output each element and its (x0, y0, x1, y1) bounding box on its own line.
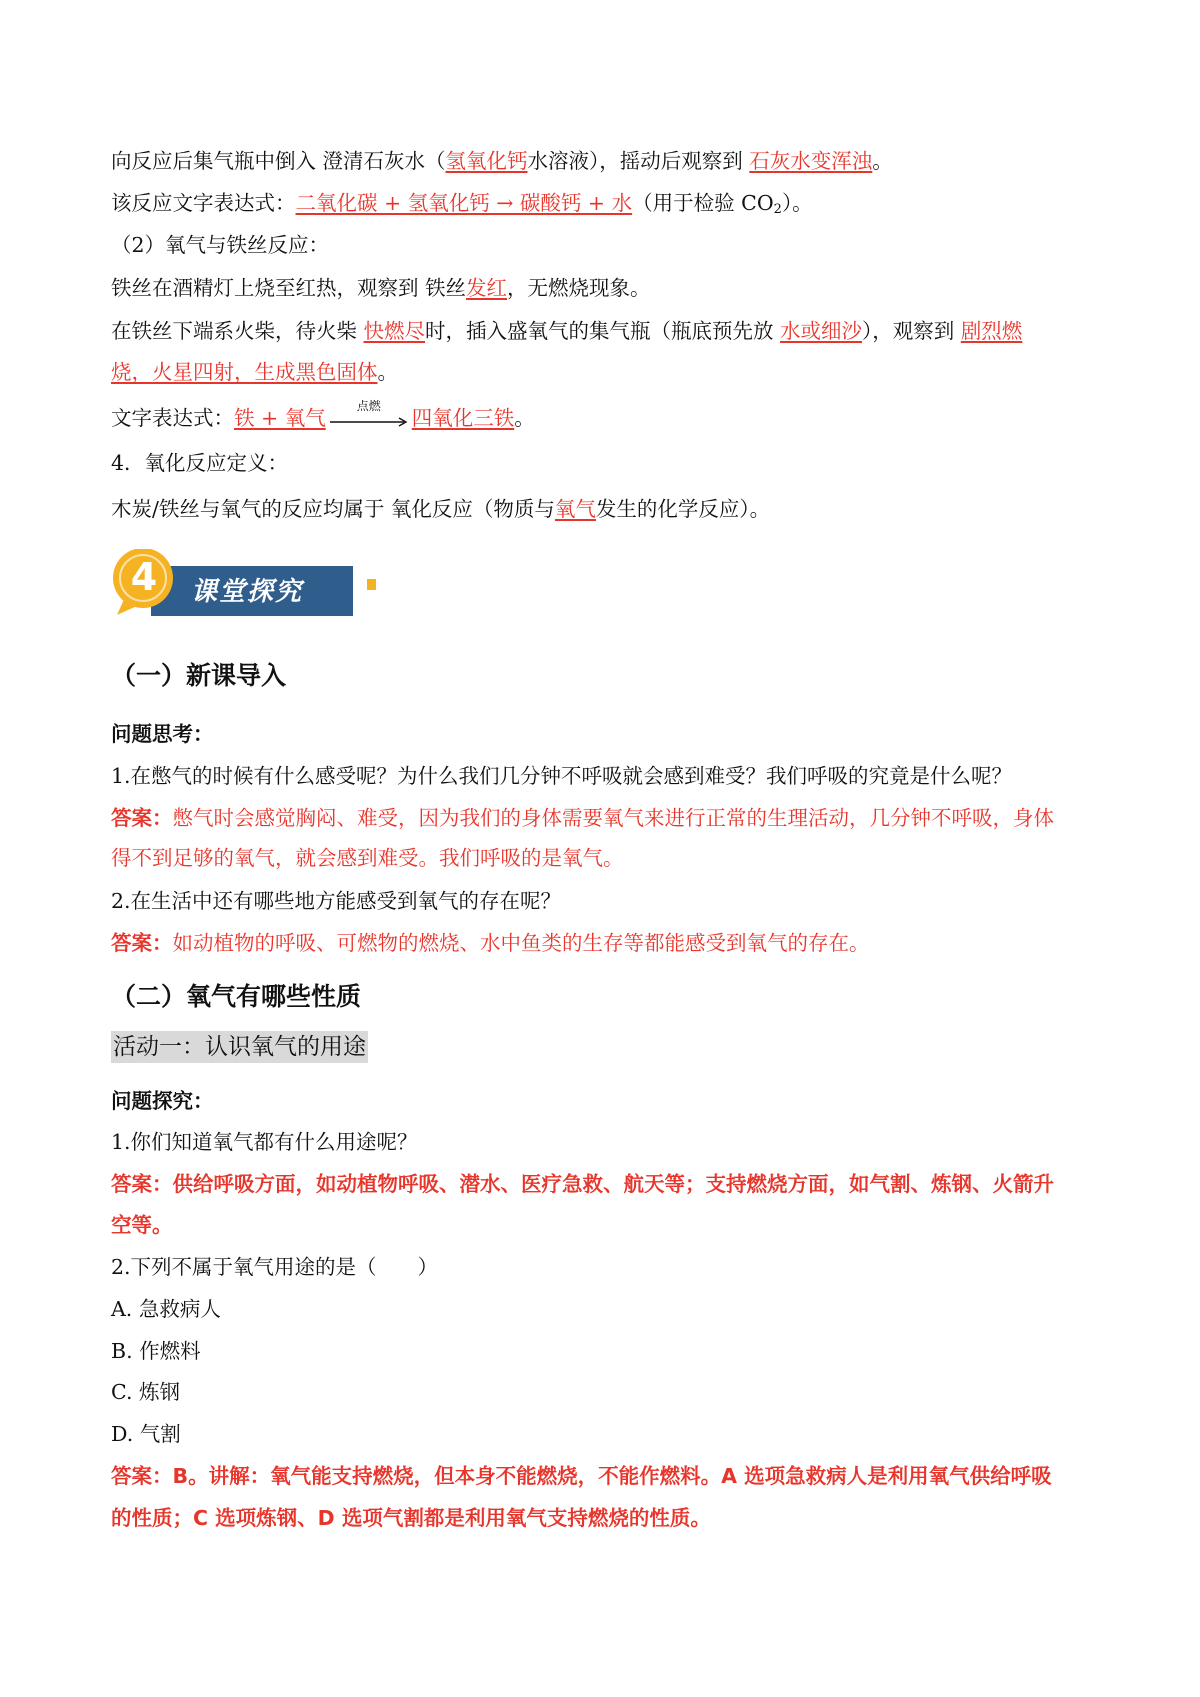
answer-blank: 二氧化碳 + 氢氧化钙 → 碳酸钙 + 水 (295, 191, 633, 215)
answer-text: 如动植物的呼吸、可燃物的燃烧、水中鱼类的生存等都能感受到氧气的存在。 (172, 931, 870, 955)
text: 。 (872, 149, 893, 173)
text: 发生的化学反应）。 (595, 497, 771, 521)
reaction-arrow (328, 398, 410, 433)
text: （用于检验 CO (632, 191, 774, 215)
activity-title: 活动一：认识氧气的用途 (111, 1031, 368, 1063)
answer-uses-line2: 空等。 (111, 1213, 173, 1237)
text: 。 (514, 406, 535, 430)
text: ），观察到 (862, 319, 961, 343)
answer-blank: 水或细沙 (780, 319, 863, 343)
option-b: B. 作燃料 (111, 1339, 201, 1363)
paragraph-iron-burning-line2 (111, 357, 1101, 387)
paragraph-oxidation-definition (111, 494, 1101, 524)
text: 时，插入盛氧气的集气瓶（瓶底预先放 (425, 319, 781, 343)
answer-text: 憋气时会感觉胸闷、难受，因为我们的身体需要氧气来进行正常的生理活动，几分钟不呼吸，身体 (172, 806, 1054, 830)
answer-blank: 剧烈燃 (960, 319, 1023, 343)
question-uses: 1.你们知道氧气都有什么用途呢？ (111, 1130, 418, 1154)
subheading-iron-wire: （2）氧气与铁丝反应： (111, 233, 330, 257)
label-question-explore: 问题探究： (111, 1089, 214, 1113)
section-title-properties: （二）氧气有哪些性质 (111, 982, 362, 1011)
text: 该反应文字表达式： (111, 191, 296, 215)
subscript: 2 (773, 202, 782, 217)
badge-number: 4 (130, 555, 158, 599)
text: 木炭/铁丝与氧气的反应均属于 氧化反应（物质与 (111, 497, 555, 521)
section-badge (111, 549, 391, 627)
section-title-intro: （一）新课导入 (111, 661, 287, 690)
answer-2 (111, 928, 1101, 958)
answer-choice-line2: 的性质；C 选项炼钢、D 选项气割都是利用氧气支持燃烧的性质。 (111, 1506, 711, 1530)
text: 文字表达式： (111, 406, 234, 430)
answer-blank: 铁 + 氧气 (234, 406, 326, 430)
paragraph-equation-co2 (111, 188, 1101, 225)
answer-blank: 四氧化三铁 (411, 406, 515, 430)
question-2: 2.在生活中还有哪些地方能感受到氧气的存在呢？ (111, 889, 562, 913)
text: 在铁丝下端系火柴，待火柴 (111, 319, 364, 343)
answer-blank: 烧，火星四射，生成黑色固体 (111, 360, 378, 384)
answer-blank: 发红 (466, 276, 508, 300)
option-d: D. 气割 (111, 1422, 181, 1446)
question-multiple-choice: 2.下列不属于氧气用途的是（ ） (111, 1255, 439, 1279)
answer-blank: 快燃尽 (363, 319, 426, 343)
option-c: C. 炼钢 (111, 1380, 180, 1404)
badge-title: 课堂探究 (191, 577, 304, 607)
answer-label: 答案： (111, 931, 173, 955)
question-1: 1.在憋气的时候有什么感受呢？为什么我们几分钟不呼吸就会感到难受？我们呼吸的究竟是什么呢？ (111, 764, 1013, 788)
paragraph-equation-iron (111, 398, 1101, 433)
paragraph-limewater (111, 146, 1101, 176)
answer-blank: 氧气 (554, 497, 596, 521)
subheading-oxidation: 4．氧化反应定义： (111, 451, 289, 475)
text: 。 (377, 360, 398, 384)
paragraph-iron-burning-line1 (111, 316, 1101, 346)
answer-1-line1 (111, 803, 1101, 833)
answer-uses-line1: 答案：供给呼吸方面，如动植物呼吸、潜水、医疗急救、航天等；支持燃烧方面，如气割、炼钢、火箭升 (111, 1172, 1054, 1196)
answer-1-line2: 得不到足够的氧气，就会感到难受。我们呼吸的是氧气。 (111, 846, 624, 870)
text: 向反应后集气瓶中倒入 澄清石灰水（ (111, 149, 446, 173)
text: ，无燃烧现象。 (507, 276, 651, 300)
reaction-condition: 点燃 (356, 398, 381, 413)
answer-blank: 石灰水变浑浊 (749, 149, 873, 173)
paragraph-iron-heating (111, 273, 1101, 303)
answer-blank: 氢氧化钙 (445, 149, 528, 173)
text: 铁丝在酒精灯上烧至红热，观察到 铁丝 (111, 276, 467, 300)
answer-label: 答案： (111, 806, 173, 830)
arrow-icon (328, 417, 410, 427)
text: 水溶液），摇动后观察到 (527, 149, 750, 173)
label-question-thinking: 问题思考： (111, 722, 214, 746)
text: ）。 (781, 191, 813, 215)
option-a: A. 急救病人 (111, 1297, 221, 1321)
answer-choice-line1: 答案：B。讲解：氧气能支持燃烧，但本身不能燃烧，不能作燃料。A 选项急救病人是利用氧气供给呼吸 (111, 1464, 1052, 1488)
